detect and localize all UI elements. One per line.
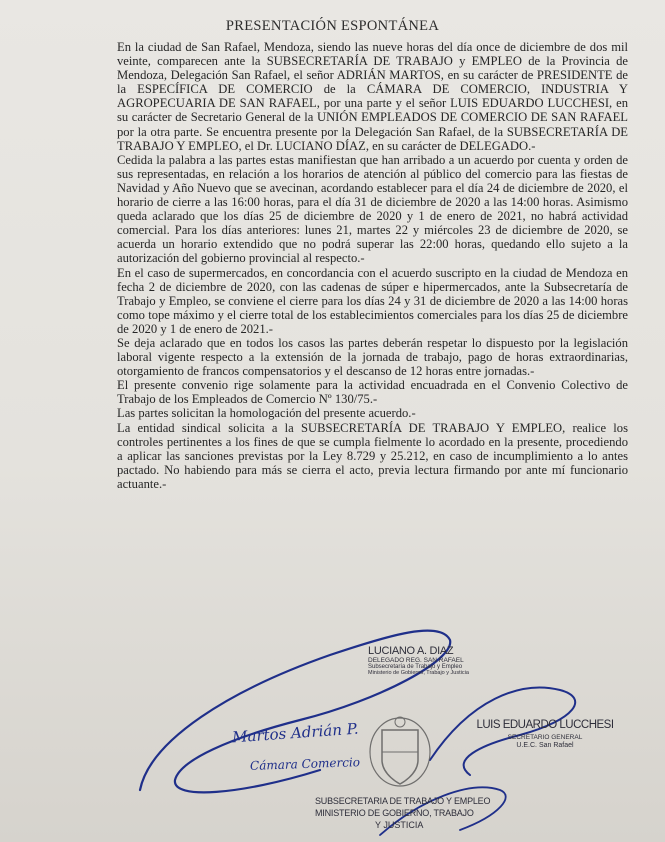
stamp-secretario-role: SECRETARIO GENERAL <box>507 734 583 741</box>
paragraph-controles: La entidad sindical solicita a la SUBSECRETARÍA DE TRABAJO Y EMPLEO, realice los controles pertinentes a los fines de que se cumpla fielmente lo acordado en la presente, procediendo a aplicar las sanciones previstas por la Ley 8.729 y 25.212, en caso de incumplimiento a lo antes pactado. No habiendo para más se cierra el acto, previa lectura firmando por ante mí funcionario actuante.- <box>117 420 628 491</box>
paragraph-acuerdo-horarios: Cedida la palabra a las partes estas manifiestan que han arribado a un acuerdo por cuenta y orden de sus representadas, en relación a los horarios de atención al público del comercio para las fiestas de Navidad y Año Nuevo que se avecinan, acordando establecer para el día 24 de diciembre de 2020, el horario de cierre a las 16:00 horas, para el día 31 de diciembre de 2020 a las 14:00 horas. Asimismo queda aclarado que los días 25 de diciembre de 2020 y 1 de enero de 2021, no habrá actividad comercial. Para los días anteriores: lunes 21, martes 22 y miércoles 23 de diciembre de 2020, se acuerda un horario extendido que no podrá superar las 22:00 horas, quedando ello sujeto a la autorización del gobierno provincial al respecto.- <box>117 152 628 266</box>
paragraph-supermercados: En el caso de supermercados, en concordancia con el acuerdo suscripto en la ciudad de Mendoza en fecha 2 de diciembre de 2020, con las cadenas de súper e hipermercados, ante la Subsecretaría de Trabajo y Empleo, se conviene el cierre para los días 24 y 31 de diciembre de 2020 a las 14:00 horas como tope máximo y el cierre total de los establecimientos comerciales para los días 25 de diciembre de 2020 y 1 de enero de 2021.- <box>117 265 628 336</box>
stamp-ministerio-line3: Y JUSTICIA <box>375 820 424 830</box>
stamp-delegado-line4: Ministerio de Gobierno, Trabajo y Justicia <box>368 670 469 676</box>
stamp-delegado-name: LUCIANO A. DIAZ <box>368 645 454 657</box>
paragraph-legislacion: Se deja aclarado que en todos los casos las partes deberán respetar lo dispuesto por la legislación laboral vigente respecto a la extensión de la jornada de trabajo, pago de horas extraordinarias, otorgamiento de francos compensatorios y el descanso de 12 horas entre jornadas.- <box>117 335 628 379</box>
stamp-delegado <box>368 645 518 676</box>
stamp-secretario <box>470 719 620 749</box>
stamp-ministerio <box>315 796 515 830</box>
signature-camara: Cámara Comercio <box>249 755 361 773</box>
stamp-secretario-org: U.E.C. San Rafael <box>516 742 574 749</box>
provincial-seal-icon <box>370 717 430 786</box>
stamp-secretario-name: LUIS EDUARDO LUCCHESI <box>476 719 614 731</box>
stamp-delegado-role: DELEGADO REG. SAN RAFAEL <box>368 657 464 664</box>
paragraph-comparecencia: En la ciudad de San Rafael, Mendoza, siendo las nueve horas del día once de diciembre de dos mil veinte, comparecen ante la SUBSECRETARÍA DE TRABAJO y EMPLEO de la Provincia de Mendoza, Delegación San Rafael, el señor ADRIÁN MARTOS, en su carácter de PRESIDENTE de la ESPECÍFICA DE COMERCIO de la CÁMARA DE COMERCIO, INDUSTRIA Y AGROPECUARIA DE SAN RAFAEL, por una parte y el señor LUIS EDUARDO LUCCHESI, en su carácter de Secretario General de la UNIÓN EMPLEADOS DE COMERCIO DE SAN RAFAEL por la otra parte. Se encuentra presente por la Delegación San Rafael, de la SUBSECRETARÍA DE TRABAJO Y EMPLEO, el Dr. LUCIANO DÍAZ, en su carácter de DELEGADO.- <box>117 40 628 153</box>
stamp-delegado-line3: Subsecretaría de Trabajo y Empleo <box>368 664 463 670</box>
stamp-ministerio-line1: SUBSECRETARIA DE TRABAJO Y EMPLEO <box>315 796 491 806</box>
paragraph-homologacion: Las partes solicitan la homologación del presente acuerdo.- <box>117 406 416 421</box>
document-title: PRESENTACIÓN ESPONTÁNEA <box>225 18 440 34</box>
signature-martos: Martos Adrián P. <box>231 719 360 747</box>
paragraph-convenio: El presente convenio rige solamente para la actividad encuadrada en el Convenio Colectivo de Trabajo de los Empleados de Comercio Nº 130/75.- <box>117 378 628 407</box>
stamp-ministerio-line2: MINISTERIO DE GOBIERNO, TRABAJO <box>315 808 474 818</box>
